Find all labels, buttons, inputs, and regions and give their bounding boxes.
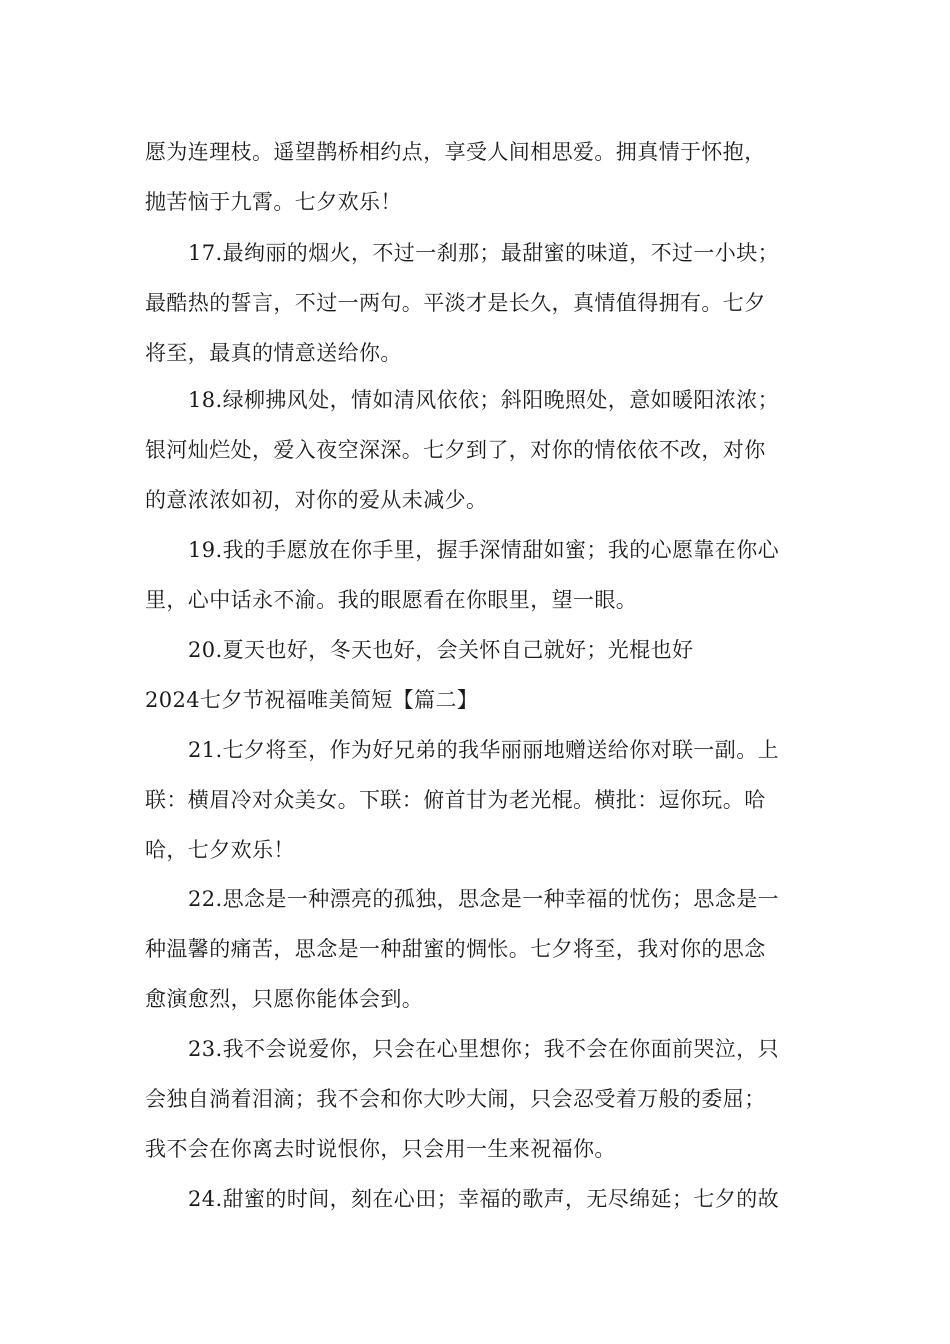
text-line: 里，心中话永不渝。我的眼愿看在你眼里，望一眼。 (145, 588, 638, 612)
section-heading: 2024七夕节祝福唯美简短【篇二】 (145, 688, 479, 712)
text-line: 种温馨的痛苦，思念是一种甜蜜的惆怅。七夕将至，我对你的思念 (145, 937, 766, 961)
paragraph-21-line: 21.七夕将至，作为好兄弟的我华丽丽地赠送给你对联一副。上 (188, 738, 779, 762)
text-line: 银河灿烂处，爱入夜空深深。七夕到了，对你的情依依不改，对你 (145, 438, 766, 462)
paragraph-20-line: 20.夏天也好，冬天也好，会关怀自己就好；光棍也好 (188, 638, 694, 662)
text-line: 最酷热的誓言，不过一两句。平淡才是长久，真情值得拥有。七夕 (145, 291, 766, 315)
text-line: 愿为连理枝。遥望鹊桥相约点，享受人间相思爱。拥真情于怀抱， (145, 140, 766, 164)
text-line: 的意浓浓如初，对你的爱从未减少。 (145, 488, 488, 512)
text-line: 抛苦恼于九霄。七夕欢乐！ (145, 190, 402, 214)
paragraph-17-line: 17.最绚丽的烟火，不过一刹那；最甜蜜的味道，不过一小块； (188, 241, 779, 265)
paragraph-18-line: 18.绿柳拂风处，情如清风依依；斜阳晚照处，意如暖阳浓浓； (188, 388, 779, 412)
text-line: 将至，最真的情意送给你。 (145, 341, 402, 365)
text-line: 哈，七夕欢乐！ (145, 838, 295, 862)
text-line: 会独自淌着泪滴；我不会和你大吵大闹，只会忍受着万般的委屈； (145, 1087, 766, 1111)
paragraph-23-line: 23.我不会说爱你，只会在心里想你；我不会在你面前哭泣，只 (188, 1037, 779, 1061)
text-line: 联：横眉冷对众美女。下联：俯首甘为老光棍。横批：逗你玩。哈 (145, 788, 766, 812)
paragraph-24-line: 24.甜蜜的时间，刻在心田；幸福的歌声，无尽绵延；七夕的故 (188, 1187, 779, 1211)
text-line: 我不会在你离去时说恨你，只会用一生来祝福你。 (145, 1137, 616, 1161)
text-line: 愈演愈烈，只愿你能体会到。 (145, 987, 424, 1011)
paragraph-19-line: 19.我的手愿放在你手里，握手深情甜如蜜；我的心愿靠在你心 (188, 538, 779, 562)
paragraph-22-line: 22.思念是一种漂亮的孤独，思念是一种幸福的忧伤；思念是一 (188, 887, 779, 911)
